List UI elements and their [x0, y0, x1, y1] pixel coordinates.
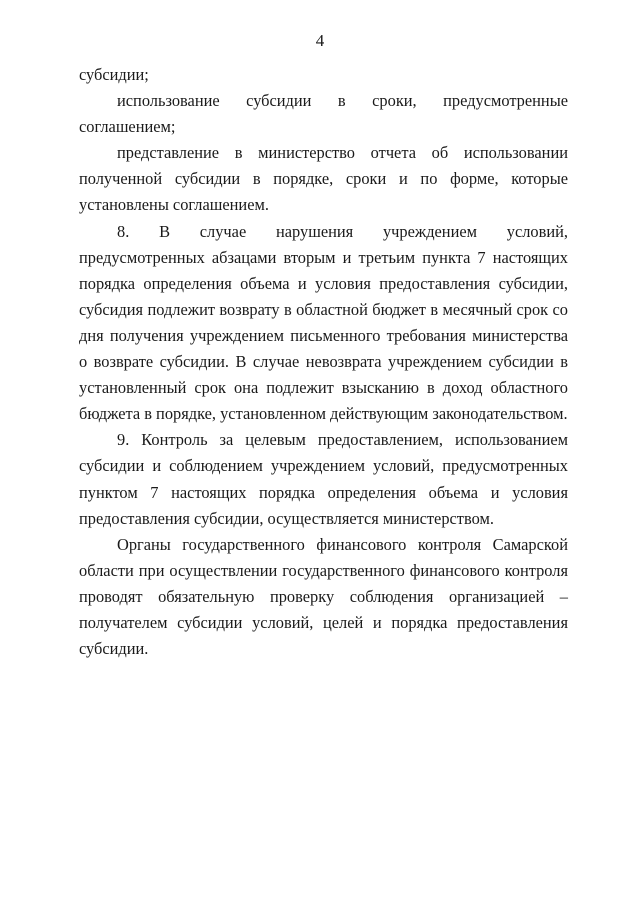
paragraph-continuation: субсидии;	[79, 65, 149, 84]
page-number: 4	[315, 31, 325, 50]
paragraph-report-submission: представление в министерство отчета об использовании полученной субсидии в порядке, сроки и по форме, которые установлены соглашением.	[79, 143, 568, 215]
paragraph-financial-control: Органы государственного финансового контроля Самарской области при осуществлении государственного финансового контроля проводят обязательную проверку соблюдения организацией – получателем субсидии условий, целей и порядка предоставления субсидии.	[79, 534, 568, 659]
document-body	[79, 62, 568, 662]
paragraph-item-9: 9. Контроль за целевым предоставлением, использованием субсидии и соблюдением учреждением условий, предусмотренных пунктом 7 настоящих порядка определения объема и условия предоставления субсидии, осуществляется министерством.	[79, 430, 568, 528]
paragraph-subsidy-usage-terms: использование субсидии в сроки, предусмотренные соглашением;	[79, 91, 568, 137]
paragraph-item-8: 8. В случае нарушения учреждением условий, предусмотренных абзацами вторым и третьим пункта 7 настоящих порядка определения объема и условия предоставления субсидии, субсидия подлежит возврату в областной бюджет в месячный срок со дня получения учреждением письменного требования министерства о возврате субсидии. В случае невозврата учреждением субсидии в установленный срок она подлежит взысканию в доход областного бюджета в порядке, установленном действующим законодательством.	[79, 221, 568, 424]
